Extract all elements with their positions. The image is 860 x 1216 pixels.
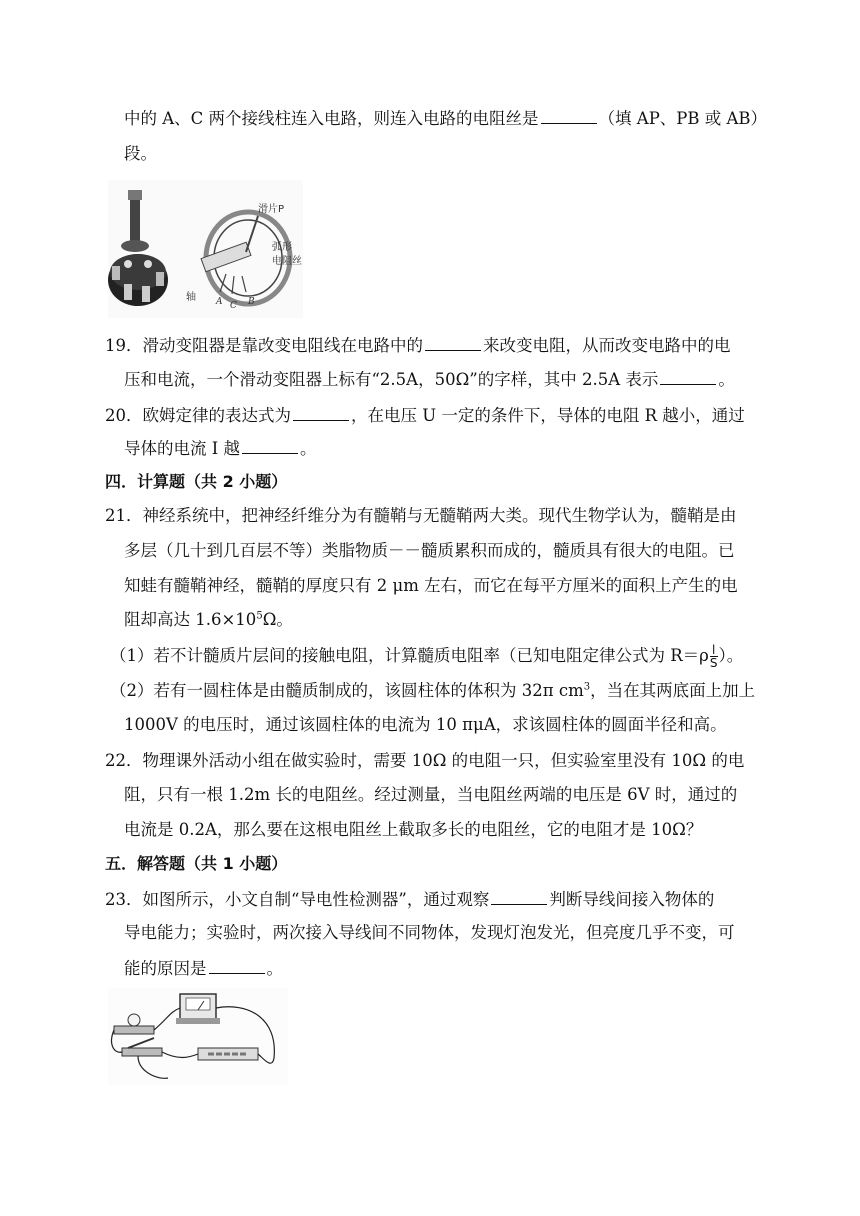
q21-line-3: 知蛙有髓鞘神经，髓鞘的厚度只有 2 μm 左右，而它在每平方厘米的面积上产生的电 [124, 576, 738, 595]
exponent: 5 [256, 610, 263, 622]
q19-text: 来改变电阻，从而改变电路中的电 [483, 336, 731, 355]
answer-blank[interactable] [209, 957, 265, 974]
question-number: 21． [105, 506, 143, 525]
fraction-numerator: l [710, 644, 718, 657]
q20-text: 。 [300, 439, 317, 458]
answer-blank[interactable] [425, 334, 481, 351]
label-terminal-b: B [248, 297, 255, 307]
conductivity-tester-figure [108, 988, 288, 1086]
q23-text: 如图所示，小文自制“导电性检测器”，通过观察 [142, 890, 490, 909]
q20-text: 导体的电流 I 越 [124, 439, 241, 458]
section-heading: 五．解答题（共 1 小题） [105, 854, 288, 873]
q21-text: （1）若不计髓质片层间的接触电阻，计算髓质电阻率（已知电阻定律公式为 R＝ρ [110, 646, 709, 665]
question-number: 19． [105, 336, 143, 355]
q22-line-1 [105, 750, 744, 772]
q18-text: 段。 [124, 144, 157, 163]
q18-text: 中的 A、C 两个接线柱连入电路，则连入电路的电阻丝是 [124, 109, 539, 128]
q21-text: 神经系统中，把神经纤维分为有髓鞘与无髓鞘两大类。现代生物学认为，髓鞘是由 [142, 506, 737, 525]
potentiometer-figure [108, 180, 303, 318]
q20-text: 欧姆定律的表达式为 [142, 406, 291, 425]
q21-text: Ω。 [262, 610, 293, 629]
question-number: 22． [105, 751, 143, 770]
section-heading: 四．计算题（共 2 小题） [105, 472, 288, 491]
q23-text: 。 [266, 959, 283, 978]
q22-line-2: 阻，只有一根 1.2m 长的电阻丝。经过测量，当电阻丝两端的电压是 6V 时，通过的 [124, 785, 738, 804]
answer-blank[interactable] [293, 404, 349, 421]
q23-line-1 [105, 888, 714, 911]
q23-text: 判断导线间接入物体的 [549, 890, 715, 909]
q21-part-1 [110, 644, 743, 669]
q21-text: ，当在其两底面上加上 [590, 681, 756, 700]
q21-text: （2）若有一圆柱体是由髓质制成的，该圆柱体的体积为 32π cm [110, 681, 584, 700]
label-terminal-a: A [216, 297, 223, 307]
q20-line-2 [124, 437, 317, 460]
q19-text: 。 [718, 370, 735, 389]
q18-line-2 [124, 143, 157, 165]
q21-line-2: 多层（几十到几百层不等）类脂物质－－髓质累积而成的，髓质具有很大的电阻。已 [124, 541, 735, 560]
label-arc-1: 弧形 [272, 242, 292, 253]
question-number: 23． [105, 890, 143, 909]
q18-line-1 [124, 107, 767, 130]
q19-line-1 [105, 334, 731, 357]
q21-text: ）。 [718, 646, 744, 665]
fraction-l-over-s [710, 644, 718, 669]
answer-blank[interactable] [541, 107, 597, 124]
q22-line-3: 电流是 0.2A，那么要在这根电阻丝上截取多长的电阻丝，它的电阻才是 10Ω？ [124, 820, 703, 839]
q23-line-2: 导电能力；实验时，两次接入导线间不同物体，发现灯泡发光，但亮度几乎不变，可 [124, 923, 735, 942]
label-slider: 滑片P [258, 204, 285, 215]
answer-blank[interactable] [491, 888, 547, 905]
q21-line-4 [124, 609, 293, 631]
fraction-denominator: S [709, 656, 718, 670]
q19-text: 压和电流，一个滑动变阻器上标有“2.5A，50Ω”的字样，其中 2.5A 表示 [124, 370, 659, 389]
exponent: 3 [583, 681, 591, 693]
label-axis: 轴 [186, 292, 196, 303]
q20-text: ，在电压 U 一定的条件下，导体的电阻 R 越小，通过 [351, 406, 745, 425]
q21-text: 阻却高达 1.6×10 [124, 610, 257, 629]
q21-part-2-line-2: 1000V 的电压时，通过该圆柱体的电流为 10 πμA，求该圆柱体的圆面半径和高。 [124, 715, 727, 734]
q20-line-1 [105, 404, 745, 427]
answer-blank[interactable] [660, 368, 716, 385]
q23-text: 能的原因是 [124, 959, 207, 978]
battery-box [198, 1048, 258, 1060]
q19-line-2 [124, 368, 735, 391]
question-number: 20． [105, 406, 143, 425]
q22-text: 物理课外活动小组在做实验时，需要 10Ω 的电阻一只，但实验室里没有 10Ω 的电 [142, 751, 745, 770]
q19-text: 滑动变阻器是靠改变电阻线在电路中的 [142, 336, 423, 355]
q21-line-1 [105, 505, 737, 527]
label-arc-2: 电阻丝 [272, 256, 302, 267]
circuit-illustration [108, 988, 288, 1086]
q23-line-3 [124, 957, 283, 980]
label-terminal-c: C [230, 301, 237, 311]
q18-text: （填 AP、PB 或 AB） [598, 109, 768, 128]
q21-part-2-line-1 [110, 680, 755, 702]
answer-blank[interactable] [242, 437, 298, 454]
potentiometer-illustration [108, 180, 303, 318]
